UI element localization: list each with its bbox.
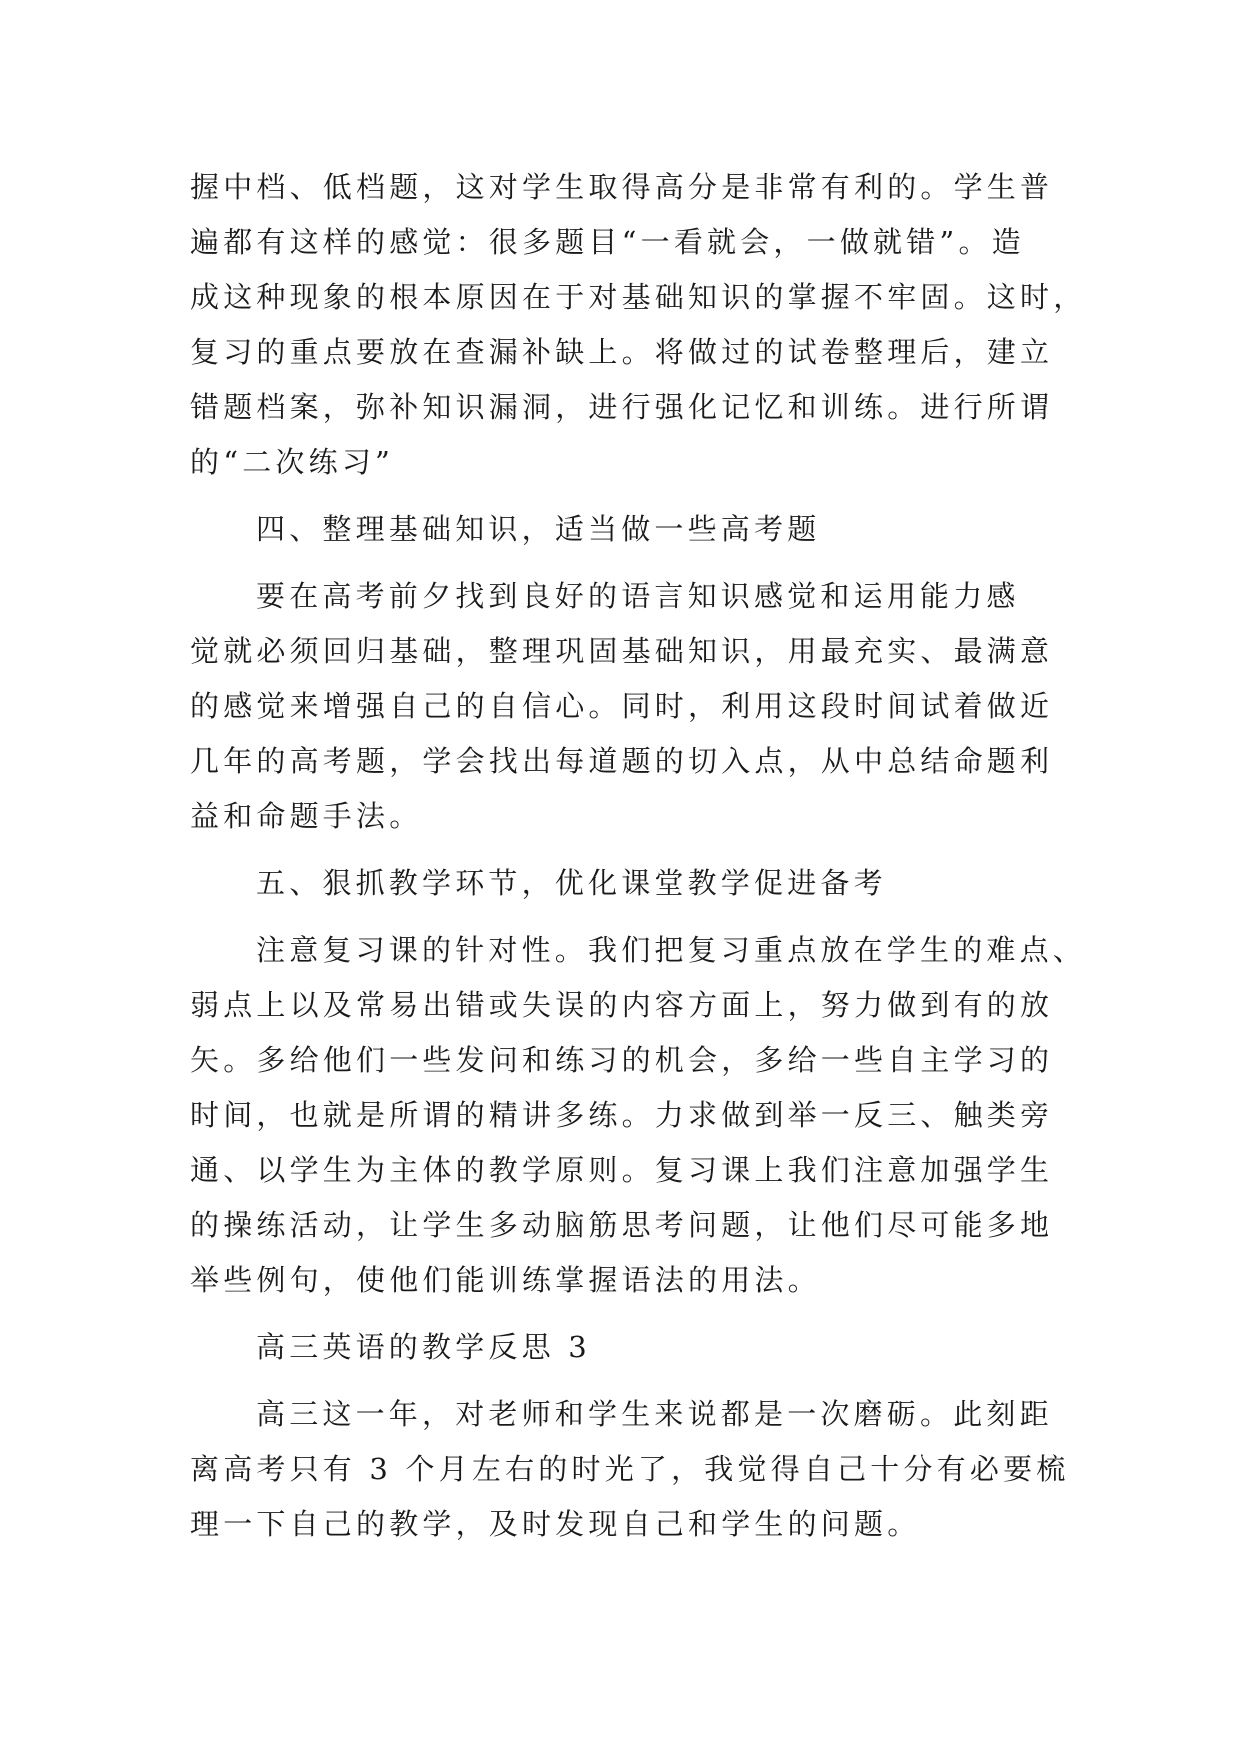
paragraph-line: 的操练活动，让学生多动脑筋思考问题，让他们尽可能多地 — [190, 1208, 1054, 1242]
section-title: 高三英语的教学反思 3 — [256, 1330, 591, 1364]
paragraph-line: 错题档案，弥补知识漏洞，进行强化记忆和训练。进行所谓 — [190, 390, 1054, 424]
paragraph-line: 理一下自己的教学，及时发现自己和学生的问题。 — [190, 1507, 921, 1541]
paragraph-line: 握中档、低档题，这对学生取得高分是非常有利的。学生普 — [190, 170, 1054, 204]
paragraph-line: 离高考只有 3 个月左右的时光了，我觉得自己十分有必要梳 — [190, 1452, 1070, 1486]
paragraph-line: 矢。多给他们一些发问和练习的机会，多给一些自主学习的 — [190, 1043, 1054, 1077]
paragraph-line: 举些例句，使他们能训练掌握语法的用法。 — [190, 1263, 821, 1297]
paragraph-line: 遍都有这样的感觉：很多题目“一看就会，一做就错”。造 — [190, 225, 1025, 259]
paragraph-line: 成这种现象的根本原因在于对基础知识的掌握不牢固。这时， — [190, 280, 1087, 314]
paragraph-line: 要在高考前夕找到良好的语言知识感觉和运用能力感 — [256, 579, 1020, 613]
paragraph-line: 复习的重点要放在查漏补缺上。将做过的试卷整理后，建立 — [190, 335, 1054, 369]
paragraph-line: 的感觉来增强自己的自信心。同时，利用这段时间试着做近 — [190, 689, 1054, 723]
section-heading: 五、狠抓教学环节，优化课堂教学促进备考 — [256, 866, 887, 900]
paragraph-line: 注意复习课的针对性。我们把复习重点放在学生的难点、 — [256, 933, 1087, 967]
paragraph-line: 的“二次练习” — [190, 445, 395, 479]
paragraph-line: 益和命题手法。 — [190, 799, 423, 833]
paragraph-line: 弱点上以及常易出错或失误的内容方面上，努力做到有的放 — [190, 988, 1054, 1022]
paragraph-line: 高三这一年，对老师和学生来说都是一次磨砺。此刻距 — [256, 1397, 1053, 1431]
paragraph-line: 通、以学生为主体的教学原则。复习课上我们注意加强学生 — [190, 1153, 1054, 1187]
paragraph-line: 觉就必须回归基础，整理巩固基础知识，用最充实、最满意 — [190, 634, 1054, 668]
paragraph-line: 几年的高考题，学会找出每道题的切入点，从中总结命题利 — [190, 744, 1054, 778]
paragraph-line: 时间，也就是所谓的精讲多练。力求做到举一反三、触类旁 — [190, 1098, 1054, 1132]
section-heading: 四、整理基础知识，适当做一些高考题 — [256, 512, 821, 546]
